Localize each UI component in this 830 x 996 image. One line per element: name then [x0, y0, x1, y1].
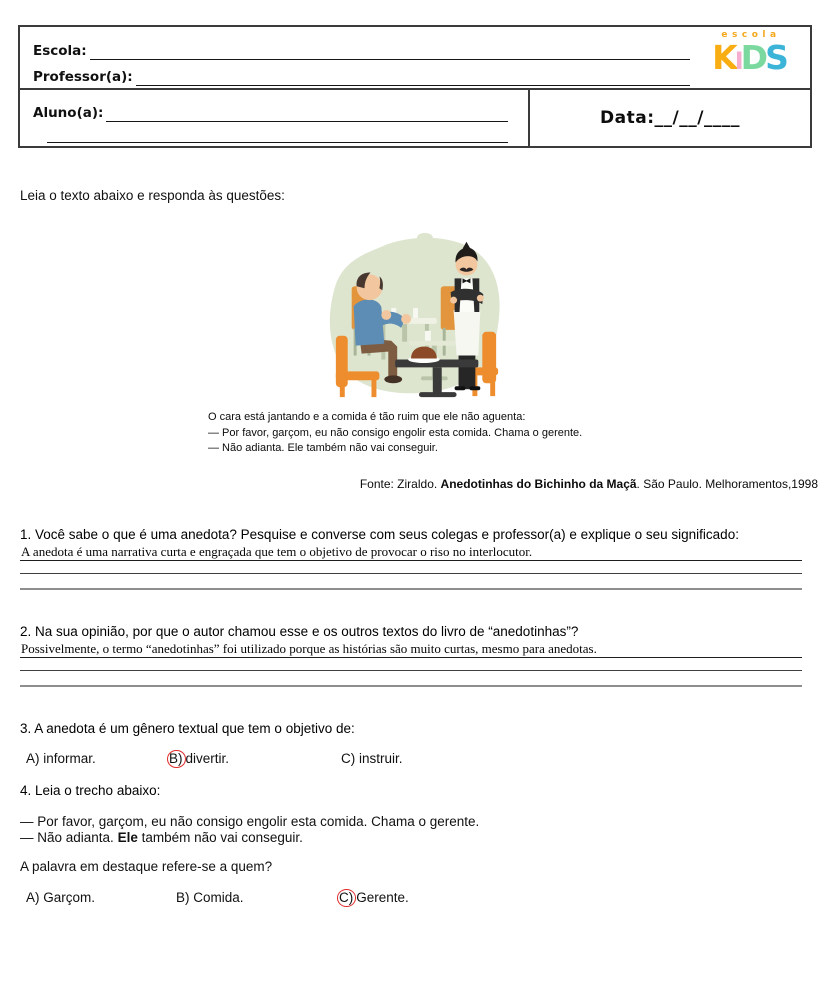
question-1-text: 1. Você sabe o que é uma anedota? Pesquise e converse com seus colegas e professor(a) e explique o seu significado: — [20, 527, 739, 542]
question-1-blank-line-2[interactable] — [20, 574, 802, 590]
logo-word-kids: KIDS — [712, 38, 786, 77]
story-line-3: — Não adianta. Ele também não vai conseguir. — [208, 442, 438, 454]
teacher-label: Professor(a): — [33, 69, 133, 85]
school-teacher-section — [20, 27, 810, 90]
question-4-options — [20, 890, 802, 910]
student-label: Aluno(a): — [33, 105, 104, 121]
question-2-blank-line-1[interactable] — [20, 658, 802, 671]
question-1 — [20, 527, 802, 590]
intro-instruction: Leia o texto abaixo e responda às questões: — [20, 188, 285, 203]
student-write-line-2[interactable] — [47, 122, 508, 143]
question-3 — [20, 721, 802, 771]
question-2-answer-line[interactable] — [20, 640, 802, 658]
question-4-excerpt — [20, 814, 620, 846]
excerpt-line-2 — [20, 830, 620, 846]
story-line-1: O cara está jantando e a comida é tão ruim que ele não aguenta: — [208, 411, 526, 423]
source-suffix: . São Paulo. Melhoramentos,1998 — [636, 477, 818, 491]
question-4-option-a[interactable]: A) Garçom. — [26, 890, 96, 905]
question-2-text: 2. Na sua opinião, por que o autor chamou esse e os outros textos do livro de “anedotinhas”? — [20, 624, 579, 639]
student-date-section — [20, 90, 810, 146]
school-label: Escola: — [33, 43, 87, 59]
restaurant-scene-illustration — [322, 228, 510, 400]
story-text — [208, 410, 628, 457]
question-2-blank-line-2[interactable] — [20, 671, 802, 687]
answer-circle-mark: B) — [167, 750, 186, 768]
source-citation — [360, 477, 818, 491]
question-3-option-c[interactable]: C) instruir. — [341, 751, 403, 766]
question-4-text: 4. Leia o trecho abaixo: — [20, 783, 161, 798]
story-line-2: — Por favor, garçom, eu não consigo engolir esta comida. Chama o gerente. — [208, 426, 583, 439]
source-title: Anedotinhas do Bichinho da Maçã — [440, 477, 637, 491]
question-1-blank-line-1[interactable] — [20, 561, 802, 574]
excerpt-line-2-prefix: — Não adianta. — [20, 829, 118, 845]
question-3-options — [20, 751, 802, 771]
student-info-header — [18, 25, 812, 148]
question-3-option-a[interactable]: A) informar. — [26, 751, 96, 766]
date-field[interactable]: Data:__/__/____ — [600, 108, 740, 128]
question-2-answer: Possivelmente, o termo “anedotinhas” foi utilizado porque as histórias são muito curtas, mesmo para anedotas. — [21, 641, 597, 656]
logo-word-escola: escola — [721, 30, 781, 40]
restaurant-scene-svg — [322, 228, 510, 400]
question-4-option-c-selected[interactable]: C) Gerente. — [339, 890, 409, 905]
question-4 — [20, 783, 802, 798]
question-3-text: 3. A anedota é um gênero textual que tem o objetivo de: — [20, 721, 355, 736]
answer-circle-mark: C) — [337, 889, 356, 907]
school-write-line[interactable] — [90, 43, 690, 60]
question-2 — [20, 624, 802, 687]
student-write-line[interactable] — [106, 105, 508, 122]
question-3-option-b-selected[interactable]: B) divertir. — [169, 751, 230, 766]
source-prefix: Fonte: Ziraldo. — [359, 477, 441, 491]
question-1-answer: A anedota é uma narrativa curta e engraçada que tem o objetivo de provocar o riso no interlocutor. — [21, 544, 533, 559]
excerpt-highlighted-word: Ele — [117, 829, 138, 845]
escola-kids-logo — [696, 27, 810, 88]
teacher-write-line[interactable] — [136, 69, 690, 86]
question-4-followup: A palavra em destaque refere-se a quem? — [20, 859, 273, 874]
question-4-option-b[interactable]: B) Comida. — [176, 890, 244, 905]
excerpt-line-2-suffix: também não vai conseguir. — [137, 829, 303, 845]
excerpt-line-1: — Por favor, garçom, eu não consigo engolir esta comida. Chama o gerente. — [20, 814, 480, 829]
question-1-answer-line[interactable] — [20, 543, 802, 561]
